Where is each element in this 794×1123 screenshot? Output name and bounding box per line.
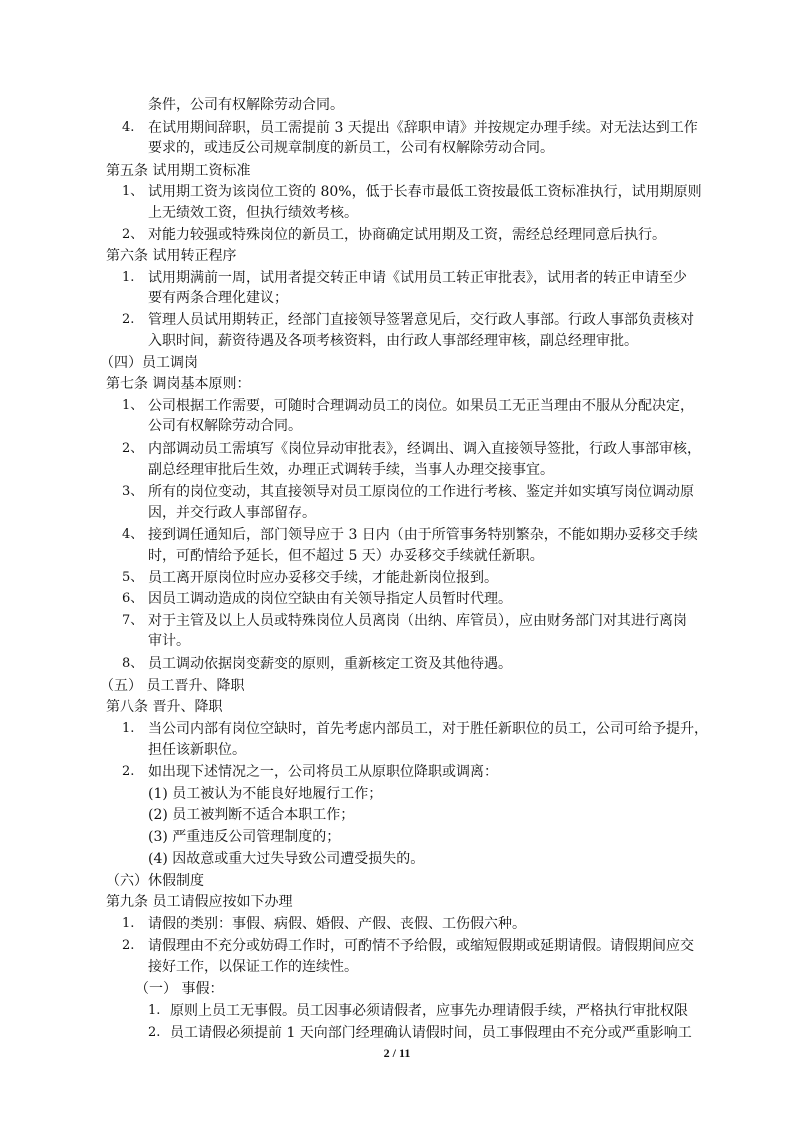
list-number: 1. (122, 270, 135, 285)
text-line: 副总经理审批后生效，办理正式调转手续，当事人办理交接事宜。 (148, 462, 554, 478)
text-line: 接到调任通知后，部门领导应于 3 日内（由于所管事务特别繁杂，不能如期办妥移交手续 (148, 527, 698, 543)
list-number: 1. (122, 916, 135, 931)
text-line: 试用期工资为该岗位工资的 80%，低于长春市最低工资按最低工资标准执行，试用期原则 (148, 184, 702, 200)
list-number: 2、 (122, 441, 144, 456)
list-number: 2. (122, 938, 135, 953)
text-line: 对于主管及以上人员或特殊岗位人员离岗（出纳、库管员），应由财务部门对其进行离岗 (148, 613, 687, 629)
text-line: 入职时间，薪资待遇及各项考核资料，由行政人事部经理审核，副总经理审批。 (148, 333, 638, 349)
list-number: 2. (148, 1025, 161, 1040)
text-line: 公司有权解除劳动合同。 (148, 418, 302, 434)
list-number: 6、 (122, 591, 144, 606)
text-line: 因，并交行政人事部留存。 (148, 505, 316, 521)
list-number: 8、 (122, 656, 144, 671)
section-heading: 第八条 晋升、降职 (106, 699, 223, 715)
list-number: 7、 (122, 613, 144, 628)
chapter-heading: （五） 员工晋升、降职 (100, 678, 245, 694)
text-line: 要有两条合理化建议； (148, 290, 288, 306)
page-number: 2 / 11 (383, 1046, 411, 1060)
text-line: 内部调动员工需填写《岗位异动审批表》，经调出、调入直接领导签批，行政人事部审核， (148, 441, 701, 457)
text-line: 对能力较强或特殊岗位的新员工，协商确定试用期及工资，需经总经理同意后执行。 (148, 227, 666, 243)
text-line: (4) 因故意或重大过失导致公司遭受损失的。 (148, 851, 425, 867)
text-line: 条件，公司有权解除劳动合同。 (148, 97, 344, 113)
list-number: 4. (122, 120, 135, 135)
list-number: 1、 (122, 398, 144, 413)
text-line: 员工调动依据岗变薪变的原则，重新核定工资及其他待遇。 (148, 656, 512, 672)
section-heading: 第七条 调岗基本原则： (106, 376, 251, 392)
list-number: 1. (148, 1003, 161, 1018)
text-line: 时，可酌情给予延长，但不超过 5 天）办妥移交手续就任新职。 (148, 548, 544, 564)
text-line: 因员工调动造成的岗位空缺由有关领导指定人员暂时代理。 (148, 591, 512, 607)
text-line: 公司根据工作需要，可随时合理调动员工的岗位。如果员工无正当理由不服从分配决定， (148, 398, 694, 414)
text-line: 原则上员工无事假。员工因事必须请假者，应事先办理请假手续，严格执行审批权限 (170, 1003, 688, 1019)
section-heading: 第六条 试用转正程序 (106, 248, 237, 264)
list-number: 2. (122, 312, 135, 327)
text-line: 员工请假必须提前 1 天向部门经理确认请假时间，员工事假理由不充分或严重影响工 (170, 1025, 692, 1041)
text-line: 接好工作，以保证工作的连续性。 (148, 959, 358, 975)
text-line: 如出现下述情况之一，公司将员工从原职位降职或调离： (148, 764, 498, 780)
text-line: (2) 员工被判断不适合本职工作； (148, 807, 355, 823)
text-line: 在试用期间辞职，员工需提前 3 天提出《辞职申请》并按规定办理手续。对无法达到工作 (148, 120, 698, 136)
list-number: 1. (122, 721, 135, 736)
text-line: 请假理由不充分或妨碍工作时，可酌情不予给假，或缩短假期或延期请假。请假期间应交 (148, 938, 694, 954)
text-line: 管理人员试用期转正，经部门直接领导签署意见后，交行政人事部。行政人事部负责核对 (148, 312, 694, 328)
list-number: 2. (122, 764, 135, 779)
section-heading: 第九条 员工请假应按如下办理 (106, 894, 293, 910)
subsection-heading: （一） 事假： (135, 981, 224, 997)
text-line: 试用期满前一周，试用者提交转正申请《试用员工转正审批表》，试用者的转正申请至少 (148, 270, 687, 286)
list-number: 4、 (122, 527, 144, 542)
section-heading: 第五条 试用期工资标准 (106, 163, 251, 179)
list-number: 3、 (122, 484, 144, 499)
text-line: 上无绩效工资，但执行绩效考核。 (148, 205, 358, 221)
text-line: 所有的岗位变动，其直接领导对员工原岗位的工作进行考核、鉴定并如实填写岗位调动原 (148, 484, 694, 500)
text-line: 当公司内部有岗位空缺时，首先考虑内部员工，对于胜任新职位的员工，公司可给予提升， (148, 721, 708, 737)
list-number: 1、 (122, 184, 144, 199)
text-line: 审计。 (148, 633, 190, 649)
text-line: 担任该新职位。 (148, 742, 246, 758)
list-number: 2、 (122, 227, 144, 242)
chapter-heading: （六）休假制度 (106, 873, 204, 889)
list-number: 5、 (122, 570, 144, 585)
text-line: (1) 员工被认为不能良好地履行工作； (148, 786, 383, 802)
chapter-heading: （四）员工调岗 (100, 355, 198, 371)
text-line: 请假的类别：事假、病假、婚假、产假、丧假、工伤假六种。 (148, 916, 526, 932)
text-line: 员工离开原岗位时应办妥移交手续，才能赴新岗位报到。 (148, 570, 498, 586)
text-line: 要求的，或违反公司规章制度的新员工，公司有权解除劳动合同。 (148, 140, 554, 156)
text-line: (3) 严重违反公司管理制度的； (148, 829, 341, 845)
